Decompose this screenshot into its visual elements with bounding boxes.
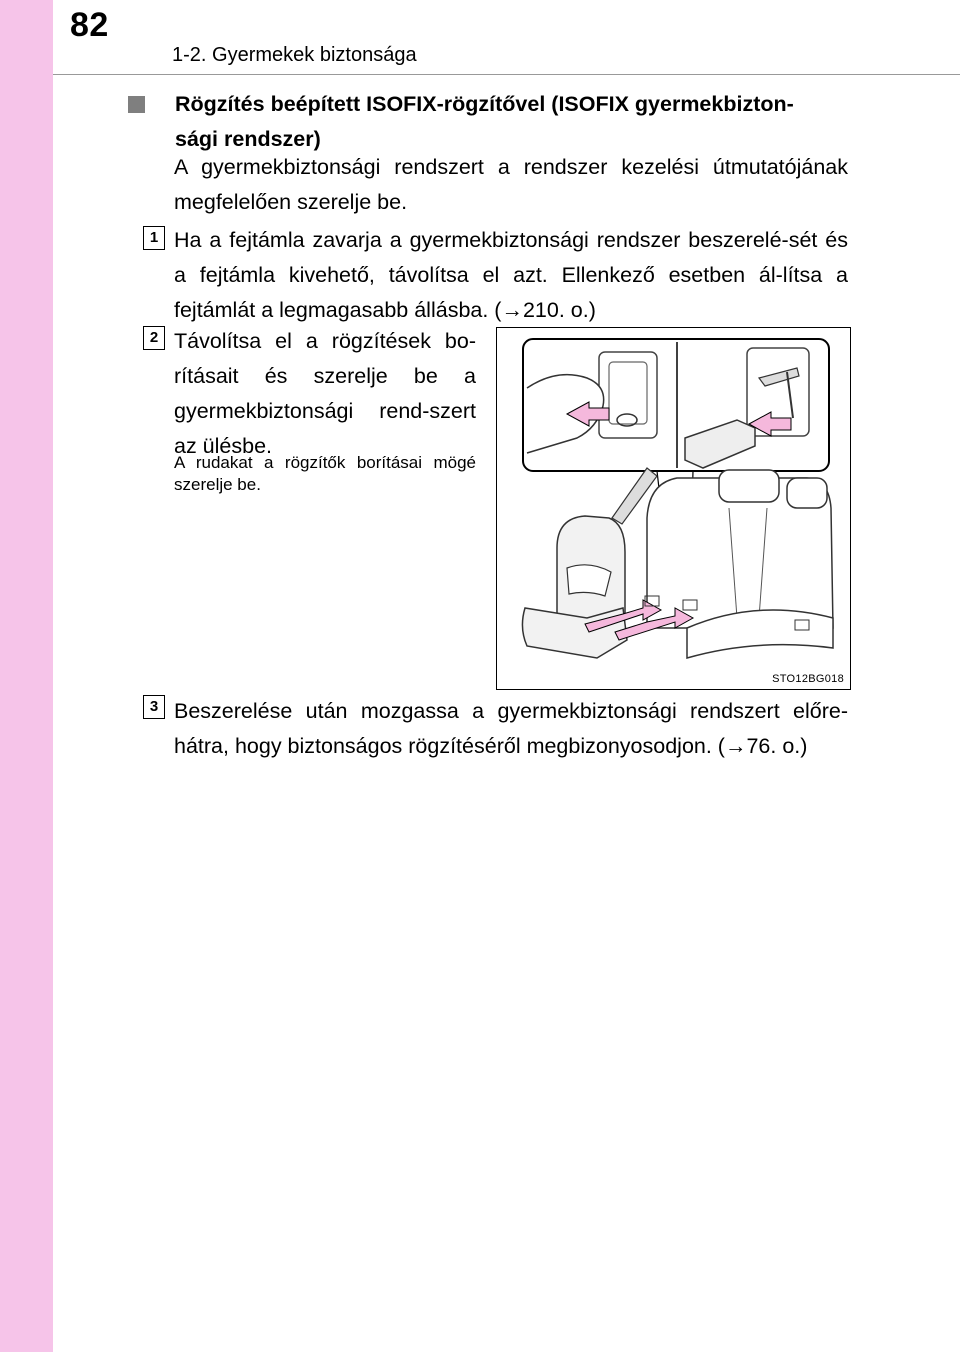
page-number: 82 — [70, 6, 109, 44]
step-3-text: Beszerelése után mozgassa a gyermekbiztonsági rendszert előre-hátra, hogy biztonságos rögzítéséről megbizonyosodjon. (→76. o.) — [174, 699, 848, 758]
heading-line-2: sági rendszer) — [175, 127, 321, 151]
chapter-title: 1-2. Gyermekek biztonsága — [172, 44, 417, 66]
step-number-3: 3 — [143, 695, 165, 719]
step-2-text: Távolítsa el a rögzítések bo-rításait és szerelje be a gyermekbiztonsági rend-szert az ülésbe. — [174, 329, 476, 458]
section-heading — [128, 87, 848, 157]
step-1-text: Ha a fejtámla zavarja a gyermekbiztonsági rendszer beszerelé-sét és a fejtámla kivehető, távolítsa el azt. Ellenkező esetben ál-lítsa a fejtámlát a legmagasabb állásba. (→210. o.) — [174, 228, 848, 322]
step-number-1: 1 — [143, 226, 165, 250]
square-bullet-icon — [128, 96, 145, 113]
figure-code: STO12BG018 — [772, 673, 844, 685]
isofix-installation-illustration-icon — [497, 328, 850, 689]
intro-paragraph: A gyermekbiztonsági rendszert a rendszer kezelési útmutatójának megfelelően szerelje be. — [174, 155, 848, 214]
side-band — [0, 0, 53, 1352]
isofix-figure — [496, 327, 851, 690]
step-2-note: A rudakat a rögzítők borításai mögé szerelje be. — [174, 453, 476, 494]
header-rule — [53, 74, 960, 75]
step-number-2: 2 — [143, 326, 165, 350]
heading-line-1: Rögzítés beépített ISOFIX-rögzítővel (ISOFIX gyermekbizton- — [175, 92, 794, 116]
